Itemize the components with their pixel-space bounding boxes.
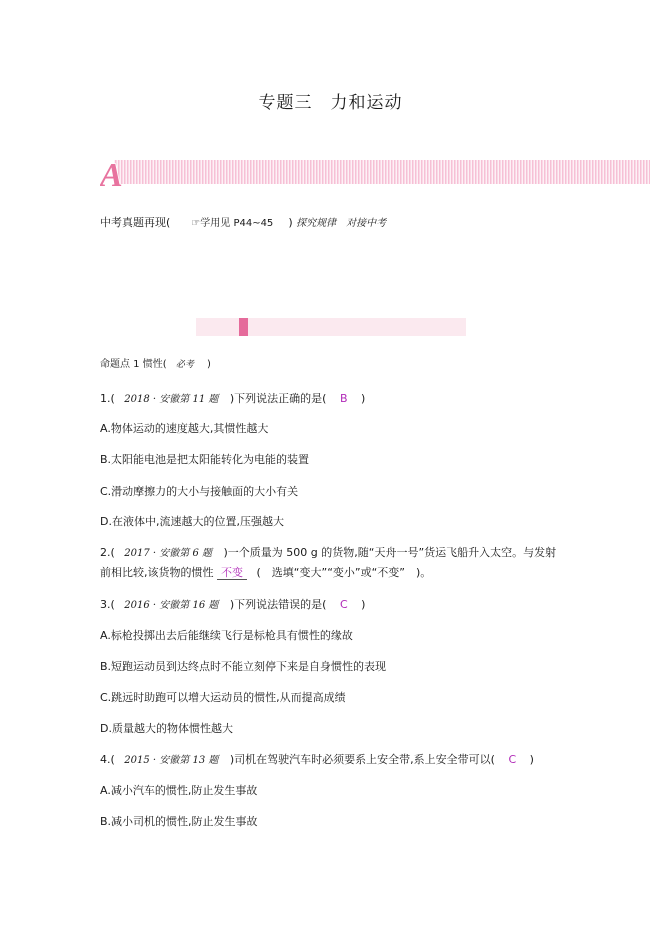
question-4-option-b: B.减小司机的惯性,防止发生事故: [100, 815, 258, 828]
question-3-stem: [100, 598, 365, 613]
intro-close: ): [288, 216, 293, 229]
topic-heading: [100, 358, 211, 372]
question-4-option-a: A.减小汽车的惯性,防止发生事故: [100, 784, 258, 797]
question-1-stem: [100, 392, 365, 407]
topic-label: 命题点 1 惯性(: [100, 359, 167, 370]
question-source: 2015 · 安徽第 13 题: [124, 755, 219, 766]
question-3-option-b: B.短跑运动员到达终点时不能立刻停下来是自身惯性的表现: [100, 660, 387, 673]
question-source: 2016 · 安徽第 16 题: [124, 600, 219, 611]
intro-note: 探究规律 对接中考: [296, 218, 387, 229]
decorative-marker: [239, 318, 248, 336]
answer-mark: C: [508, 753, 517, 766]
question-text: )下列说法正确的是(: [229, 392, 327, 405]
question-number: 2.(: [100, 546, 115, 559]
question-number: 3.(: [100, 598, 115, 611]
question-source: 2017 · 安徽第 6 题: [124, 548, 213, 559]
question-1-option-d: D.在液体中,流速越大的位置,压强越大: [100, 515, 284, 528]
question-close: ): [529, 753, 534, 766]
question-3-option-c: C.跳远时助跑可以增大运动员的惯性,从而提高成绩: [100, 691, 346, 704]
question-text: )司机在驾驶汽车时必须要系上安全带,系上安全带可以(: [229, 753, 495, 766]
answer-blank: 不变: [217, 566, 247, 580]
answer-mark: B: [339, 392, 348, 405]
intro-label: 中考真题再现(: [100, 216, 171, 229]
page-reference: ☞学用见 P44~45: [191, 218, 274, 229]
question-text-suffix: ( 选填“变大”“变小”或“不变” )。: [256, 566, 432, 579]
question-text: )一个质量为 500 g 的货物,随“天舟一号”货运飞船升入太空。与发射: [223, 546, 557, 559]
question-3-option-d: D.质量越大的物体惯性越大: [100, 722, 233, 735]
page-title: 专题三 力和运动: [258, 93, 403, 113]
question-close: ): [361, 598, 366, 611]
question-text: )下列说法错误的是(: [229, 598, 327, 611]
section-letter: A: [100, 158, 123, 188]
section-a-banner: [100, 158, 650, 188]
topic-tag: 必考: [175, 360, 194, 370]
question-number: 1.(: [100, 392, 115, 405]
answer-mark: C: [339, 598, 348, 611]
question-4-stem: [100, 753, 534, 768]
question-1-option-a: A.物体运动的速度越大,其惯性越大: [100, 422, 269, 435]
question-2-line-2: [100, 566, 431, 580]
question-close: ): [361, 392, 366, 405]
question-2-stem: [100, 546, 556, 561]
question-number: 4.(: [100, 753, 115, 766]
question-text: 前相比较,该货物的惯性: [100, 566, 214, 579]
question-1-option-b: B.太阳能电池是把太阳能转化为电能的装置: [100, 453, 310, 466]
intro-line: [100, 216, 386, 231]
decorative-bar: [196, 318, 466, 336]
topic-close: ): [207, 359, 211, 370]
question-1-option-c: C.滑动摩擦力的大小与接触面的大小有关: [100, 485, 299, 498]
question-source: 2018 · 安徽第 11 题: [124, 394, 219, 405]
question-3-option-a: A.标枪投掷出去后能继续飞行是标枪具有惯性的缘故: [100, 629, 353, 642]
